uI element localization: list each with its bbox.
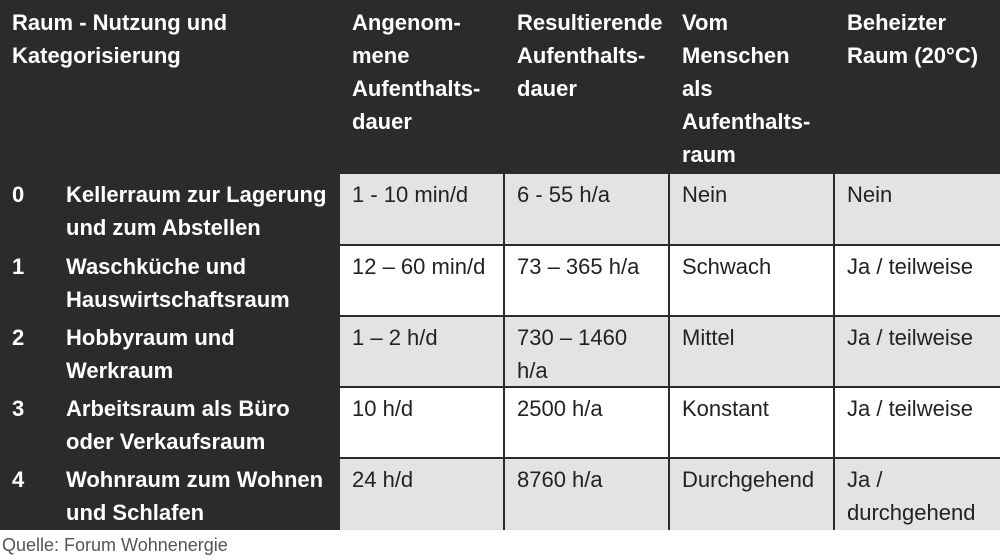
- row-heated-room: Ja / teilweise: [835, 317, 1000, 386]
- row-resulting-duration: 8760 h/a: [505, 459, 668, 530]
- row-room-name: Hobbyraum und Werkraum: [54, 317, 338, 386]
- header-used-by-people: Vom Menschen als Aufenthalts- raum: [682, 10, 811, 167]
- row-used-by-people: Nein: [670, 174, 833, 244]
- row-index: 2: [0, 317, 52, 386]
- row-used-by-people: Durchgehend: [670, 459, 833, 530]
- row-resulting-duration: 73 – 365 h/a: [505, 246, 668, 315]
- source-note: Quelle: Forum Wohnenergie: [2, 535, 228, 555]
- row-heated-room: Ja / teilweise: [835, 388, 1000, 457]
- row-room-name: Kellerraum zur Lagerung und zum Abstellen: [54, 174, 338, 244]
- row-assumed-duration: 10 h/d: [340, 388, 503, 457]
- row-resulting-duration: 730 – 1460 h/a: [505, 317, 668, 386]
- row-index: 1: [0, 246, 52, 315]
- row-used-by-people: Schwach: [670, 246, 833, 315]
- header-heated-room: Beheizter Raum (20°C): [847, 10, 979, 68]
- row-assumed-duration: 1 - 10 min/d: [340, 174, 503, 244]
- header-resulting-duration: Resultierende Aufenthalts- dauer: [517, 10, 663, 101]
- header-room-usage: Raum - Nutzung und Kategorisierung: [12, 10, 228, 68]
- header-assumed-duration: Angenom- mene Aufenthalts- dauer: [352, 10, 481, 134]
- row-used-by-people: Konstant: [670, 388, 833, 457]
- row-assumed-duration: 1 – 2 h/d: [340, 317, 503, 386]
- row-room-name: Arbeitsraum als Büro oder Verkaufsraum: [54, 388, 338, 457]
- row-room-name: Waschküche und Hauswirtschaftsraum: [54, 246, 338, 315]
- row-resulting-duration: 6 - 55 h/a: [505, 174, 668, 244]
- row-assumed-duration: 24 h/d: [340, 459, 503, 530]
- row-index: 4: [0, 459, 52, 530]
- row-room-name: Wohnraum zum Wohnen und Schlafen: [54, 459, 338, 530]
- row-index: 0: [0, 174, 52, 244]
- row-heated-room: Nein: [835, 174, 1000, 244]
- row-heated-room: Ja / teilweise: [835, 246, 1000, 315]
- row-index: 3: [0, 388, 52, 457]
- row-resulting-duration: 2500 h/a: [505, 388, 668, 457]
- row-heated-room: Ja / durchgehend: [835, 459, 1000, 530]
- row-assumed-duration: 12 – 60 min/d: [340, 246, 503, 315]
- row-used-by-people: Mittel: [670, 317, 833, 386]
